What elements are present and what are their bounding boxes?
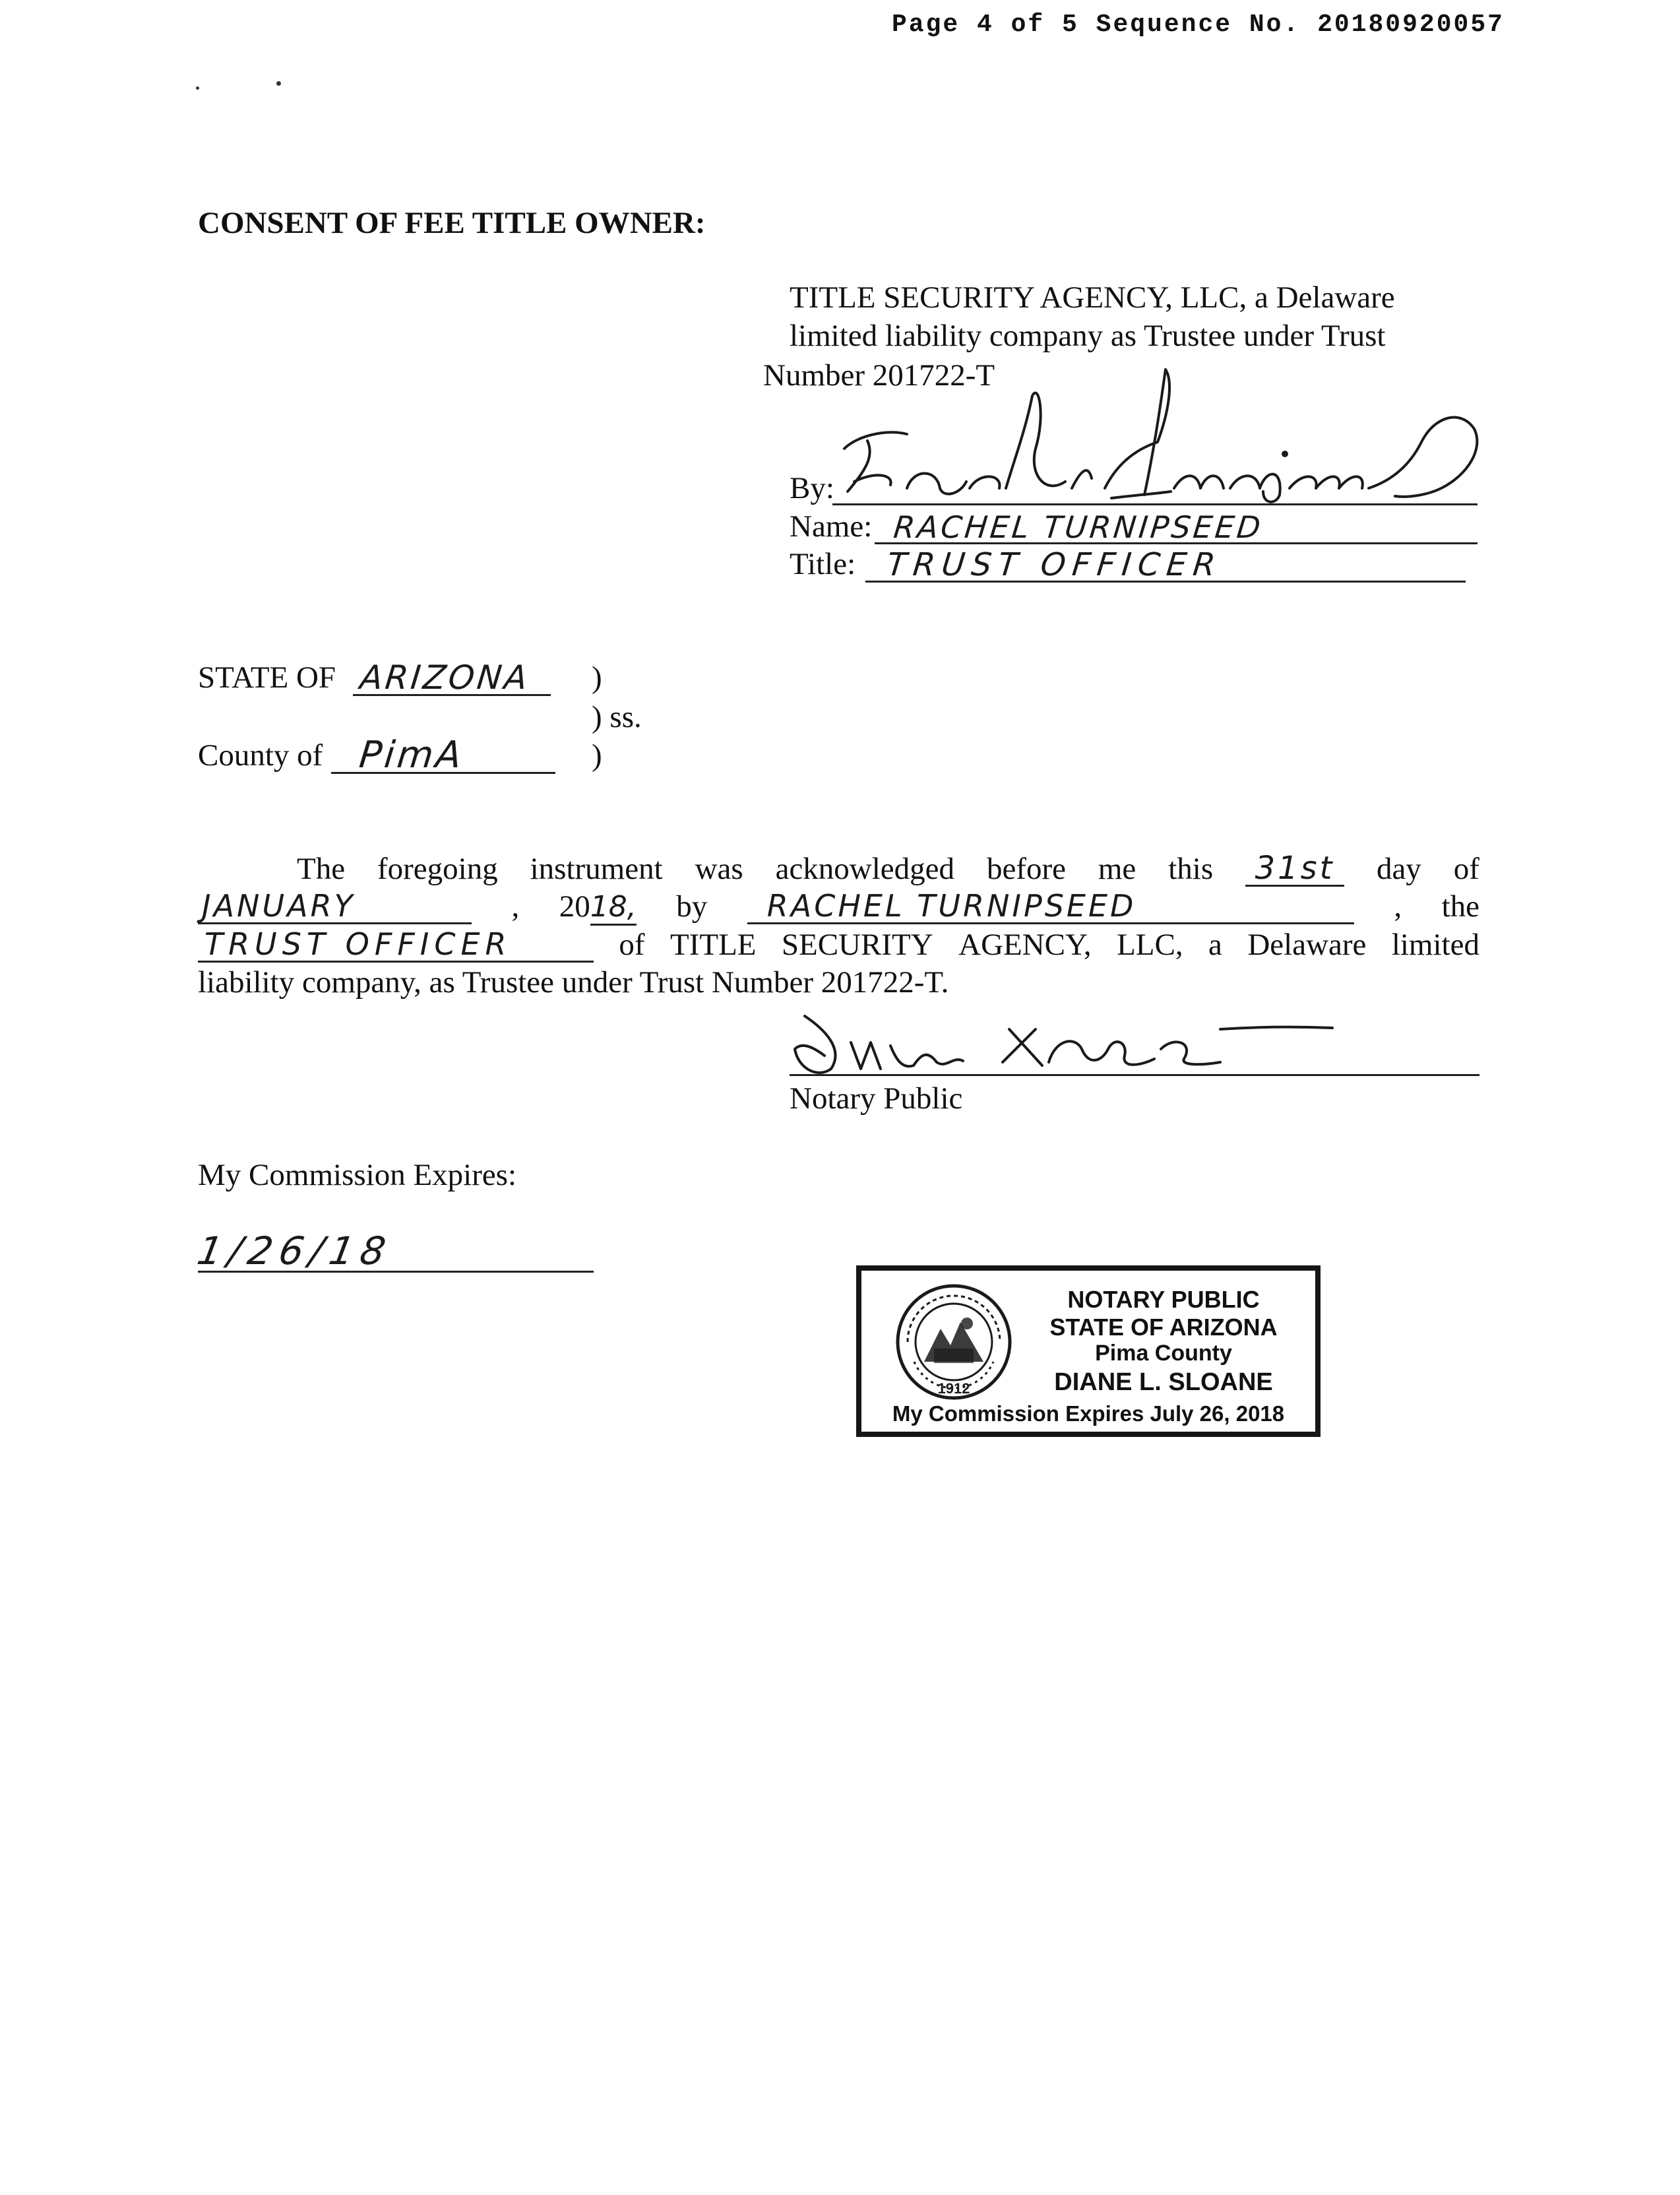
ack-word: before [986,852,1066,886]
by-label: By: [790,471,834,505]
ack-word: a [1208,928,1222,962]
ack-word: AGENCY, [958,928,1092,962]
seal-year: 1912 [937,1380,970,1397]
entity-line-1: TITLE SECURITY AGENCY, LLC, a Delaware [790,280,1395,315]
ack-word: of [619,928,645,962]
role-field [198,926,594,963]
signer-value: RACHEL TURNIPSEED [766,888,1136,924]
ack-word: me [1098,852,1136,886]
year-prefix: 20 [559,889,590,924]
ack-word: LLC, [1117,928,1183,962]
entity-line-2: limited liability company as Trustee under Trust [790,319,1386,353]
ack-word: acknowledged [775,852,955,886]
year-value: 18, [590,890,637,926]
title-label: Title: [790,547,856,581]
by-signature-line [832,503,1478,505]
notary-public-label: Notary Public [790,1081,963,1116]
ack-word: this [1168,852,1214,886]
month-field [198,888,472,924]
day-value: 31st [1255,850,1335,887]
stamp-line-1: NOTARY PUBLIC [1067,1286,1260,1313]
name-value: RACHEL TURNIPSEED [892,509,1265,545]
title-underline [865,581,1466,583]
signer-field [747,888,1354,924]
venue-paren-top: ) [592,660,602,695]
ack-word: TITLE [670,928,757,962]
ack-line-1 [198,852,1479,887]
ack-word: instrument [530,852,663,886]
ack-word: foregoing [377,852,498,886]
day-field [1245,852,1344,887]
comma: , [511,889,520,924]
stamp-line-5: My Commission Expires July 26, 2018 [892,1401,1285,1426]
stamp-line-3: Pima County [1095,1341,1232,1366]
name-underline [875,542,1478,544]
notary-signature-line [790,1074,1479,1076]
entity-line-3: Number 201722-T [763,358,995,393]
month-value: JANUARY [202,888,356,924]
scan-speck [196,86,199,90]
commission-expires-value: 1/26/18 [194,1228,396,1273]
role-value: TRUST OFFICER [204,926,512,962]
page-sequence-header: Page 4 of 5 Sequence No. 20180920057 [892,11,1505,39]
trustee-signature [828,356,1487,515]
title-value: TRUST OFFICER [885,546,1224,583]
consent-heading: CONSENT OF FEE TITLE OWNER: [198,206,706,240]
stamp-line-2: STATE OF ARIZONA [1049,1314,1278,1341]
state-label: STATE OF [198,660,336,695]
notary-signature [785,1003,1379,1082]
ack-word: The [297,852,346,886]
commission-expires-line [198,1271,594,1273]
comma: , [1394,889,1402,924]
ack-line-4: liability company, as Trustee under Trust Number 201722-T. [198,965,949,1000]
ack-word: was [695,852,743,886]
arizona-seal-icon [894,1283,1013,1401]
stamp-line-4: DIANE L. SLOANE [1054,1368,1273,1396]
county-value: PimA [357,734,466,777]
ack-line-3 [198,926,1479,963]
ack-line-2 [198,888,1479,924]
ack-word: Delaware [1247,928,1367,962]
ack-word: SECURITY [781,928,933,962]
notary-stamp [856,1265,1321,1437]
scan-speck [276,81,281,86]
state-value: ARIZONA [358,658,532,697]
ack-word: limited [1391,928,1479,962]
state-underline [353,694,551,696]
county-underline [331,772,555,774]
ack-word: day [1376,852,1421,886]
venue-paren-bottom: ) [592,738,602,773]
name-label: Name: [790,509,873,544]
commission-expires-label: My Commission Expires: [198,1158,517,1192]
county-label: County of [198,738,323,773]
ack-word: by [676,889,708,924]
ack-word: of [1453,852,1479,886]
ack-word: the [1441,889,1479,924]
venue-ss: ) ss. [592,700,642,734]
